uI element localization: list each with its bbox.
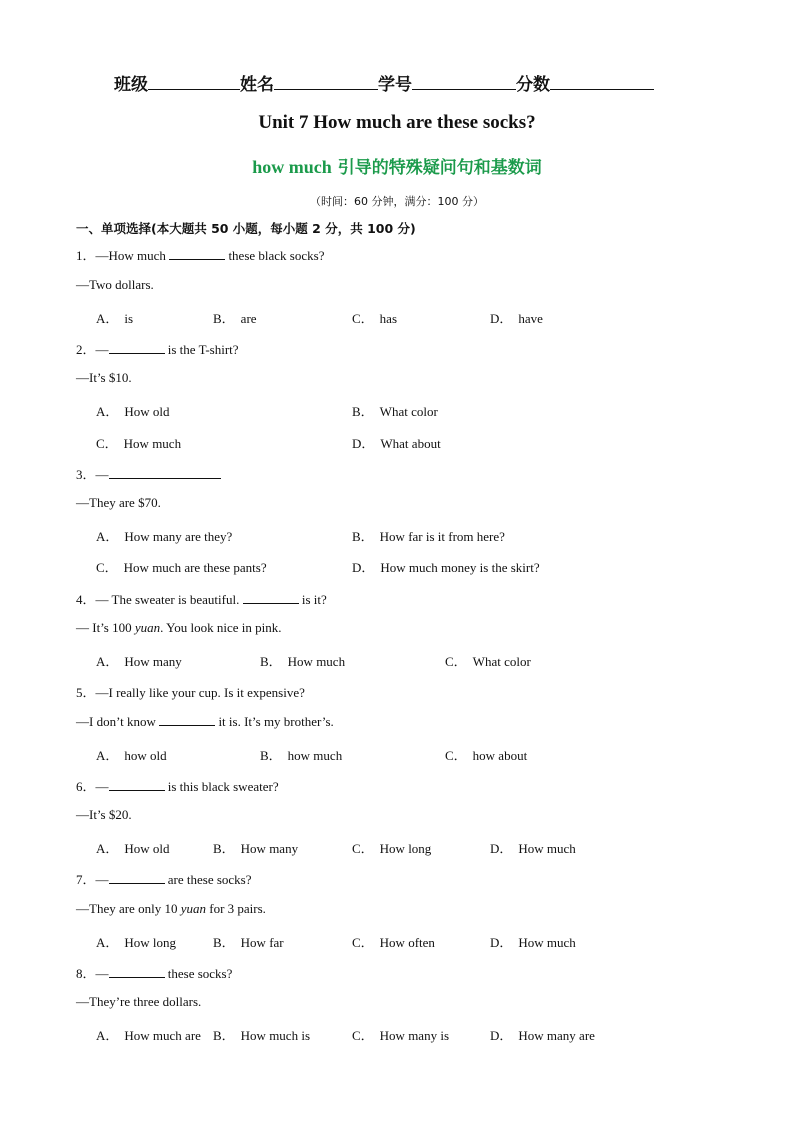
option-text: How many are: [518, 1028, 595, 1043]
reply-text: it is. It’s my brother’s.: [218, 714, 334, 729]
option-letter: C．: [96, 436, 118, 451]
option-text: How old: [124, 841, 170, 856]
question-7-stem: [76, 869, 252, 888]
option-letter: C．: [96, 560, 118, 575]
option-letter: B．: [260, 748, 282, 763]
question-number: 8．: [76, 966, 96, 981]
option-letter: D．: [490, 841, 513, 856]
option-text: How far: [240, 935, 284, 950]
question-3-stem: [76, 464, 221, 483]
answer-blank[interactable]: [109, 341, 165, 354]
name-field[interactable]: [274, 75, 378, 90]
option-letter: A．: [96, 654, 119, 669]
question-1-stem: [76, 245, 324, 264]
option-letter: A．: [96, 841, 119, 856]
option-text: how old: [124, 748, 167, 763]
question-5-stem: [76, 682, 305, 701]
answer-blank[interactable]: [109, 466, 221, 479]
page-subtitle: [0, 153, 794, 178]
question-2-stem: [76, 339, 239, 358]
option-letter: D．: [352, 436, 375, 451]
question-8-reply: —They’re three dollars.: [76, 994, 202, 1009]
question-5-option-a[interactable]: [96, 745, 167, 764]
stem-text: is it?: [301, 592, 327, 607]
option-text: have: [518, 311, 543, 326]
option-letter: C．: [352, 841, 374, 856]
question-4-option-a[interactable]: [96, 651, 182, 670]
name-label: 姓名: [240, 75, 274, 95]
option-letter: B．: [213, 935, 235, 950]
question-6-option-c[interactable]: [352, 838, 431, 857]
answer-blank[interactable]: [159, 713, 215, 726]
question-6-option-b[interactable]: [213, 838, 298, 857]
option-letter: A．: [96, 748, 119, 763]
option-text: What color: [472, 654, 531, 669]
question-7-option-c[interactable]: [352, 932, 435, 951]
question-3-option-b[interactable]: [352, 526, 505, 545]
option-letter: A．: [96, 1028, 119, 1043]
stem-text: —: [95, 966, 109, 981]
question-1-reply: —Two dollars.: [76, 277, 154, 292]
option-letter: D．: [490, 1028, 513, 1043]
stem-text: —: [95, 872, 109, 887]
option-text: How much: [123, 436, 182, 451]
stem-text: these black socks?: [228, 248, 325, 263]
option-letter: D．: [490, 935, 513, 950]
question-3-reply: —They are $70.: [76, 495, 161, 510]
score-label: 分数: [516, 75, 550, 95]
question-7-reply: [76, 901, 266, 917]
answer-blank[interactable]: [169, 247, 225, 260]
question-3-option-c[interactable]: [96, 557, 267, 576]
stem-text: these socks?: [167, 966, 233, 981]
reply-text: . You look nice in pink.: [160, 620, 282, 635]
option-text: What color: [379, 404, 438, 419]
option-text: is: [124, 311, 134, 326]
question-3-option-d[interactable]: [352, 557, 540, 576]
question-8-stem: [76, 963, 232, 982]
option-text: How many: [240, 841, 299, 856]
option-letter: C．: [352, 1028, 374, 1043]
option-text: has: [379, 311, 398, 326]
question-3-option-a[interactable]: [96, 526, 232, 545]
subtitle-chinese: 引导的特殊疑问句和基数词: [337, 158, 542, 178]
question-6-stem: [76, 776, 279, 795]
option-letter: B．: [352, 404, 374, 419]
stem-text: is the T-shirt?: [167, 342, 239, 357]
reply-italic: yuan: [180, 901, 206, 916]
option-letter: A．: [96, 311, 119, 326]
option-letter: A．: [96, 404, 119, 419]
question-8-option-d[interactable]: [490, 1025, 595, 1044]
option-text: How much: [287, 654, 346, 669]
stem-text: are these socks?: [167, 872, 252, 887]
option-letter: D．: [490, 311, 513, 326]
reply-text: for 3 pairs.: [205, 901, 266, 916]
question-5-option-b[interactable]: [260, 745, 342, 764]
question-number: 6．: [76, 779, 96, 794]
question-5-option-c[interactable]: [445, 745, 527, 764]
question-1-option-b[interactable]: [213, 308, 257, 327]
answer-blank[interactable]: [109, 965, 165, 978]
question-7-option-d[interactable]: [490, 932, 576, 951]
option-text: How much: [518, 935, 576, 950]
question-4-stem: [76, 589, 327, 608]
question-6-option-a[interactable]: [96, 838, 170, 857]
question-4-reply: [76, 620, 282, 636]
option-text: How long: [379, 841, 432, 856]
question-8-option-b[interactable]: [213, 1025, 310, 1044]
question-2-option-d[interactable]: [352, 433, 441, 452]
option-text: How many are they?: [124, 529, 233, 544]
student-number-field[interactable]: [412, 75, 516, 90]
option-letter: B．: [260, 654, 282, 669]
option-letter: B．: [213, 841, 235, 856]
option-text: How many: [124, 654, 182, 669]
question-2-reply: —It’s $10.: [76, 370, 132, 385]
reply-text: — It’s 100: [76, 620, 135, 635]
option-text: How old: [124, 404, 170, 419]
question-2-option-b[interactable]: [352, 401, 438, 420]
question-6-option-d[interactable]: [490, 838, 576, 857]
page-title: Unit 7 How much are these socks?: [258, 112, 536, 133]
question-number: 7．: [76, 872, 96, 887]
question-8-option-a[interactable]: [96, 1025, 201, 1044]
question-1-option-d[interactable]: [490, 308, 543, 327]
option-letter: C．: [445, 748, 467, 763]
option-letter: C．: [445, 654, 467, 669]
question-2-option-c[interactable]: [96, 433, 181, 452]
option-text: How long: [124, 935, 177, 950]
section-heading: 一、单项选择(本大题共 50 小题，每小题 2 分，共 100 分): [76, 221, 416, 236]
option-letter: B．: [213, 1028, 235, 1043]
reply-text: —They are only 10: [76, 901, 181, 916]
question-6-reply: —It’s $20.: [76, 807, 132, 822]
stem-text: —: [95, 467, 109, 482]
answer-blank[interactable]: [243, 591, 299, 604]
question-number: 3．: [76, 467, 96, 482]
reply-text: —I don’t know: [76, 714, 156, 729]
option-text: how much: [287, 748, 343, 763]
option-text: How much: [518, 841, 576, 856]
option-letter: D．: [352, 560, 375, 575]
stem-text: —How much: [95, 248, 166, 263]
option-text: How much money is the skirt?: [380, 560, 540, 575]
option-text: How many is: [379, 1028, 450, 1043]
option-letter: A．: [96, 935, 119, 950]
question-number: 2．: [76, 342, 96, 357]
stem-text: —: [95, 342, 109, 357]
question-7-option-a[interactable]: [96, 932, 176, 951]
stem-text: —: [95, 779, 109, 794]
option-letter: C．: [352, 311, 374, 326]
question-1-option-c[interactable]: [352, 308, 397, 327]
question-number: 1．: [76, 248, 96, 263]
option-text: How much are: [124, 1028, 201, 1043]
student-info-line: [114, 70, 654, 95]
question-4-option-c[interactable]: [445, 651, 531, 670]
option-text: How often: [379, 935, 435, 950]
option-text: How much is: [240, 1028, 311, 1043]
stem-text: is this black sweater?: [167, 779, 279, 794]
question-1-option-a[interactable]: [96, 308, 133, 327]
class-field[interactable]: [148, 75, 240, 90]
option-letter: B．: [213, 311, 235, 326]
option-letter: C．: [352, 935, 374, 950]
option-text: how about: [472, 748, 528, 763]
reply-italic: yuan: [134, 620, 161, 635]
question-5-reply: [76, 713, 334, 730]
stem-text: — The sweater is beautiful.: [95, 592, 240, 607]
question-4-option-b[interactable]: [260, 651, 345, 670]
score-field[interactable]: [550, 75, 654, 90]
option-text: are: [240, 311, 257, 326]
answer-blank[interactable]: [109, 871, 165, 884]
student-number-label: 学号: [378, 75, 412, 95]
subtitle-english: how much: [252, 157, 332, 177]
question-number: 4．: [76, 592, 96, 607]
class-label: 班级: [114, 75, 148, 95]
question-2-option-a[interactable]: [96, 401, 170, 420]
question-8-option-c[interactable]: [352, 1025, 449, 1044]
question-number: 5．: [76, 685, 96, 700]
option-text: How far is it from here?: [379, 529, 505, 544]
answer-blank[interactable]: [109, 778, 165, 791]
option-letter: A．: [96, 529, 119, 544]
question-7-option-b[interactable]: [213, 932, 284, 951]
option-text: How much are these pants?: [123, 560, 267, 575]
option-text: What about: [380, 436, 441, 451]
option-letter: B．: [352, 529, 374, 544]
stem-text: —I really like your cup. Is it expensive?: [95, 685, 305, 700]
exam-meta: （时间：60 分钟，满分：100 分）: [310, 195, 484, 208]
